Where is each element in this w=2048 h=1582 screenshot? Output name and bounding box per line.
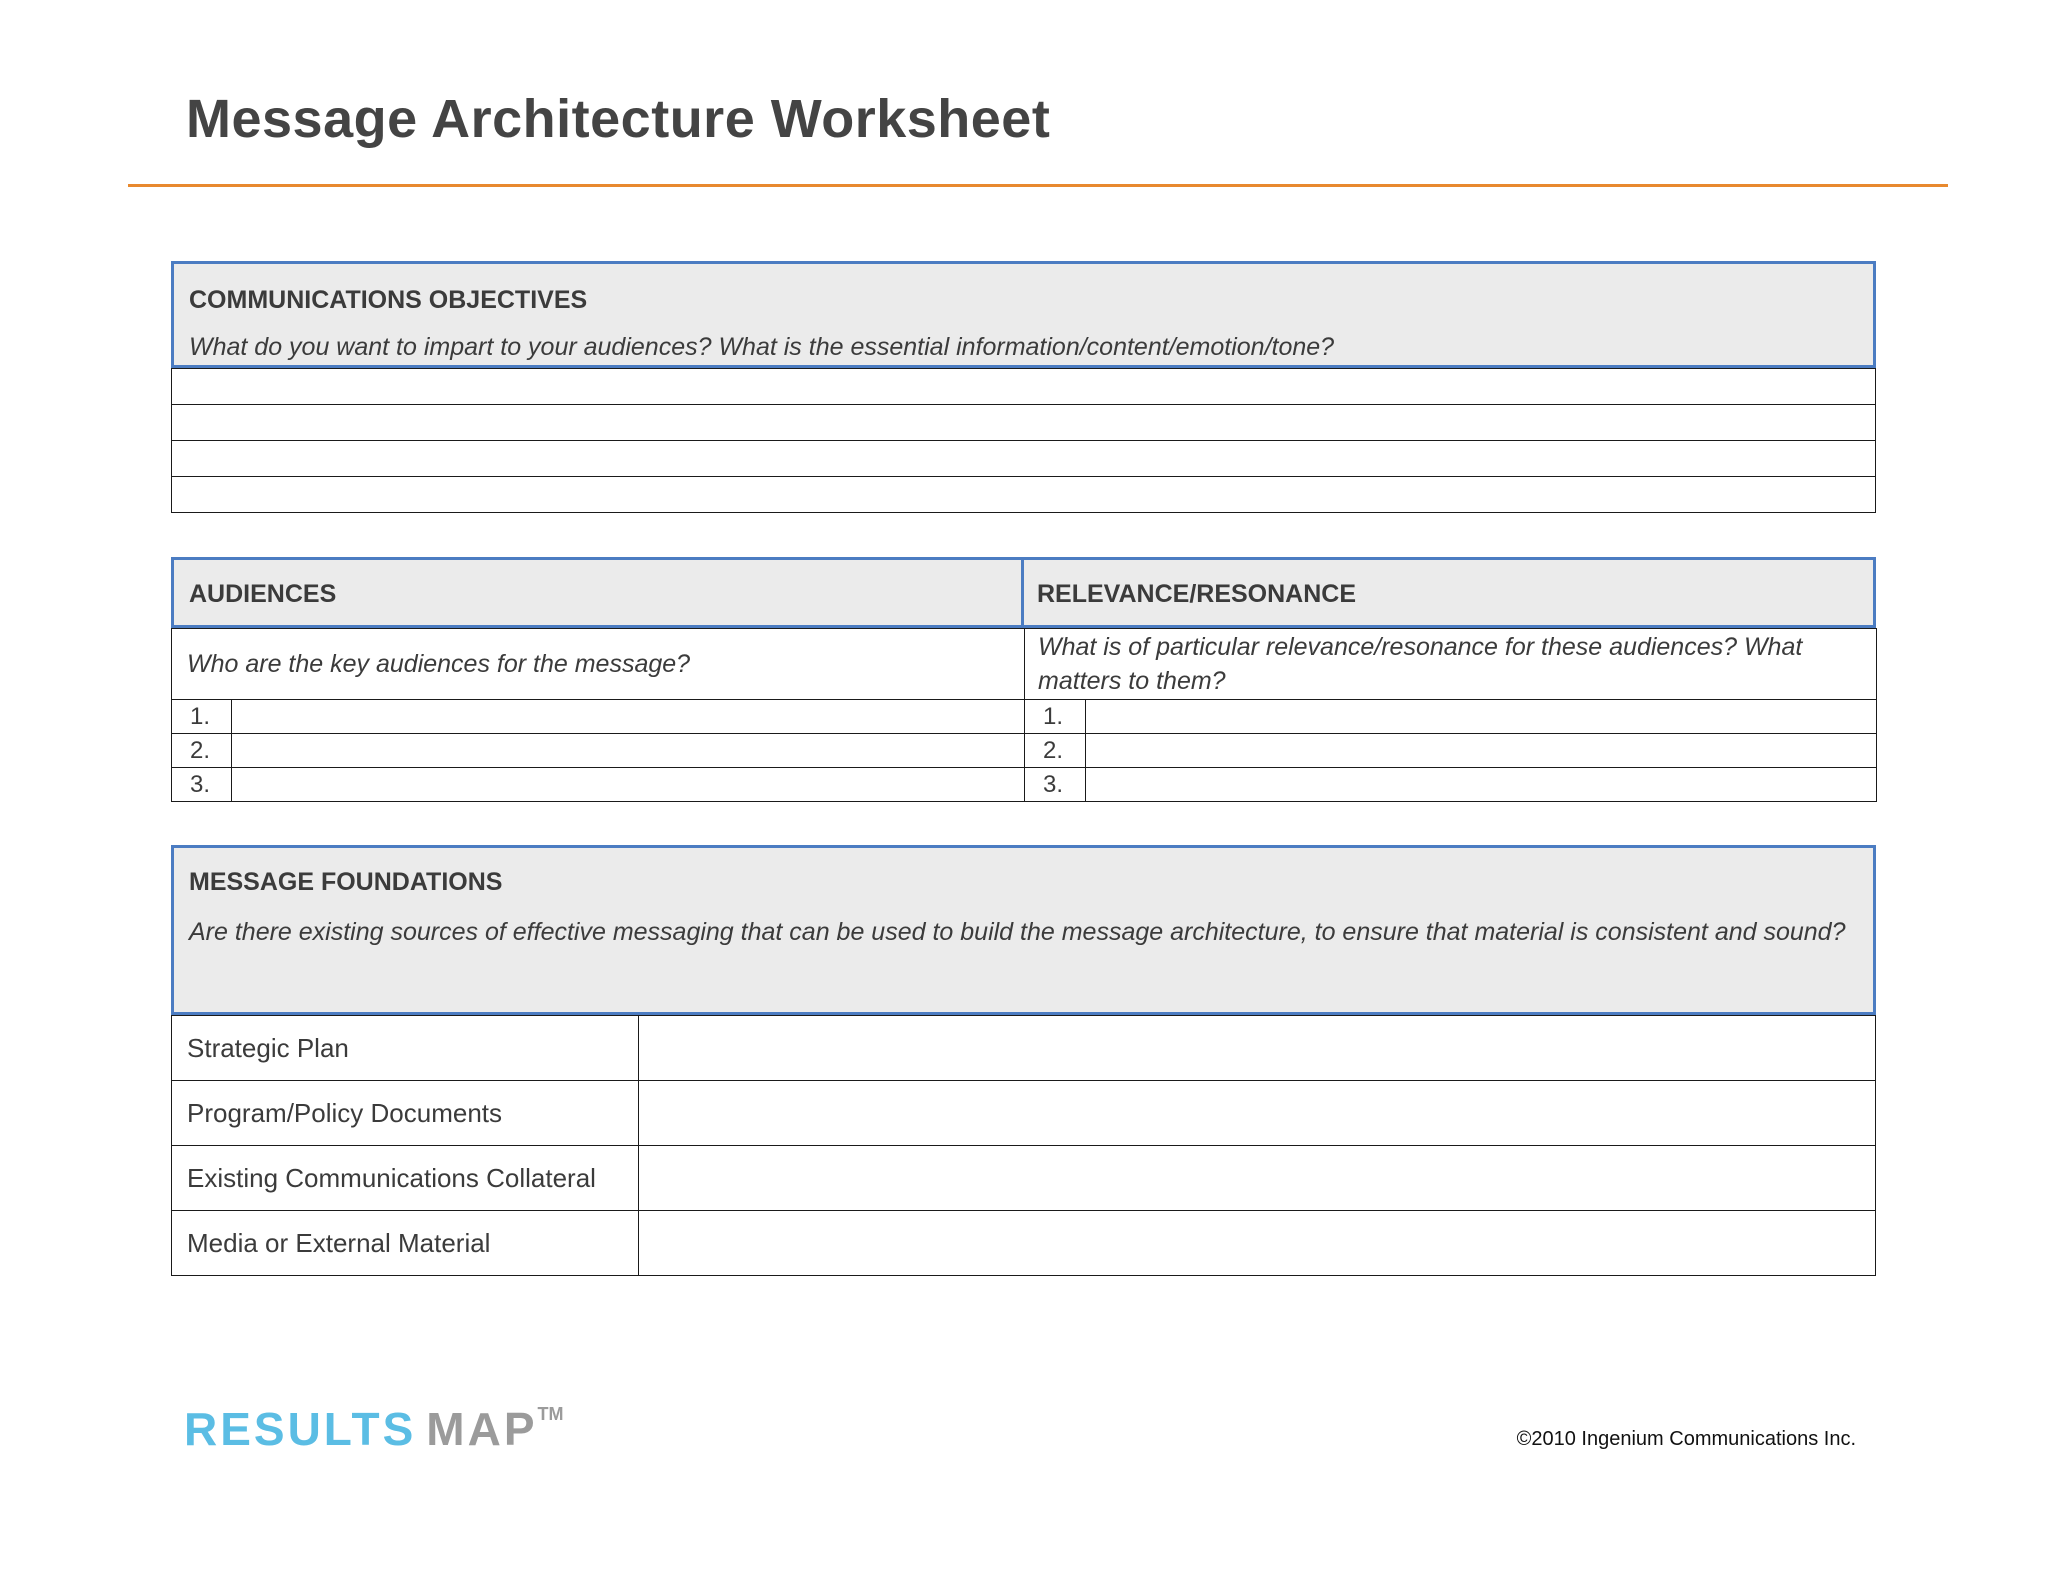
- objectives-input-row[interactable]: [172, 405, 1876, 441]
- logo-results: RESULTS: [184, 1403, 417, 1455]
- foundation-label: Program/Policy Documents: [172, 1081, 639, 1146]
- audiences-relevance-table: [171, 628, 1877, 802]
- audiences-header: [171, 557, 1024, 628]
- message-foundations-section: [171, 845, 1876, 1276]
- objectives-input-row[interactable]: [172, 441, 1876, 477]
- relevance-number: 2.: [1025, 734, 1086, 768]
- objectives-input-row[interactable]: [172, 477, 1876, 513]
- communications-objectives-section: [171, 261, 1876, 513]
- foundation-label: Media or External Material: [172, 1211, 639, 1276]
- results-map-logo: [184, 1402, 564, 1456]
- relevance-number: 3.: [1025, 768, 1086, 802]
- foundations-question: Are there existing sources of effective messaging that can be used to build the message architecture, to ensure that material is consistent and sound?: [189, 918, 1846, 946]
- copyright: ©2010 Ingenium Communications Inc.: [1516, 1428, 1856, 1450]
- relevance-input[interactable]: [1086, 768, 1877, 802]
- objectives-table: [171, 368, 1876, 513]
- audiences-heading: AUDIENCES: [189, 580, 337, 608]
- audiences-question: Who are the key audiences for the message?: [172, 629, 1025, 700]
- foundation-input[interactable]: [639, 1016, 1876, 1081]
- foundation-input[interactable]: [639, 1211, 1876, 1276]
- relevance-input[interactable]: [1086, 734, 1877, 768]
- audience-number: 3.: [172, 768, 232, 802]
- objectives-question: What do you want to impart to your audiences? What is the essential information/content/emotion/tone?: [189, 333, 1335, 361]
- relevance-input[interactable]: [1086, 700, 1877, 734]
- audience-input[interactable]: [232, 700, 1025, 734]
- foundations-header: [171, 845, 1876, 1015]
- foundations-heading: MESSAGE FOUNDATIONS: [189, 868, 503, 896]
- page-title: Message Architecture Worksheet: [186, 89, 1051, 149]
- relevance-header: [1024, 557, 1876, 628]
- foundations-table: [171, 1015, 1876, 1276]
- foundation-input[interactable]: [639, 1081, 1876, 1146]
- objectives-input-row[interactable]: [172, 369, 1876, 405]
- foundation-input[interactable]: [639, 1146, 1876, 1211]
- audience-number: 1.: [172, 700, 232, 734]
- relevance-number: 1.: [1025, 700, 1086, 734]
- title-divider: [128, 184, 1948, 187]
- foundation-label: Strategic Plan: [172, 1016, 639, 1081]
- audiences-relevance-section: [171, 557, 1876, 802]
- relevance-question: What is of particular relevance/resonance for these audiences? What matters to them?: [1025, 629, 1877, 700]
- logo-trademark: TM: [537, 1404, 564, 1424]
- foundation-label: Existing Communications Collateral: [172, 1146, 639, 1211]
- relevance-heading: RELEVANCE/RESONANCE: [1037, 580, 1357, 608]
- objectives-header: [171, 261, 1876, 368]
- objectives-heading: COMMUNICATIONS OBJECTIVES: [189, 286, 588, 314]
- audience-number: 2.: [172, 734, 232, 768]
- logo-map: MAP: [426, 1403, 538, 1455]
- audience-input[interactable]: [232, 734, 1025, 768]
- audience-input[interactable]: [232, 768, 1025, 802]
